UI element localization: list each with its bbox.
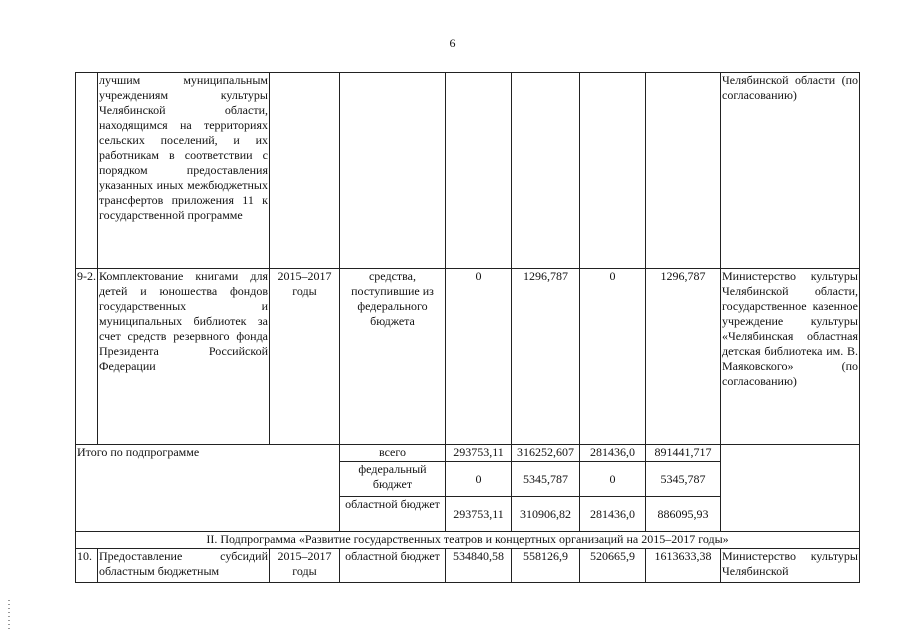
executor-cell: Министерство культуры Челябинской	[721, 549, 860, 583]
period-cell: 2015–2017 годы	[270, 269, 340, 445]
margin-scan-marks	[8, 600, 10, 630]
source-cell: областной бюджет	[340, 497, 446, 532]
period-cell	[270, 73, 340, 269]
value-2015-cell: 0	[446, 269, 512, 445]
value-2016-cell	[512, 73, 580, 269]
value-2017-cell: 281436,0	[580, 497, 646, 532]
value-total-cell	[646, 73, 721, 269]
row-number-cell: 10.	[76, 549, 98, 583]
value-total-cell: 891441,717	[646, 445, 721, 462]
value-total-cell: 5345,787	[646, 462, 721, 497]
value-2017-cell: 520665,9	[580, 549, 646, 583]
table-row-9-2	[76, 269, 860, 445]
value-2016-cell: 5345,787	[512, 462, 580, 497]
activity-name-cell: Предоставление субсидий областным бюджетным	[98, 549, 270, 583]
value-2015-cell: 0	[446, 462, 512, 497]
value-2016-cell: 1296,787	[512, 269, 580, 445]
section-title: II. Подпрограмма «Развитие государственных театров и концертных организаций на 2015–2017 годы»	[76, 532, 860, 549]
activity-name-cell: Комплектование книгами для детей и юношества фондов государственных и муниципальных библиотек за счет средств резервного фонда Президента Российской Федерации	[98, 269, 270, 445]
source-cell: средства, поступившие из федерального бюджета	[340, 269, 446, 445]
value-total-cell: 1296,787	[646, 269, 721, 445]
value-2015-cell: 293753,11	[446, 445, 512, 462]
value-2016-cell: 310906,82	[512, 497, 580, 532]
value-2017-cell	[580, 73, 646, 269]
period-cell: 2015–2017 годы	[270, 549, 340, 583]
source-cell	[340, 73, 446, 269]
value-2017-cell: 0	[580, 462, 646, 497]
value-total-cell: 1613633,38	[646, 549, 721, 583]
value-2015-cell	[446, 73, 512, 269]
value-2016-cell: 558126,9	[512, 549, 580, 583]
row-number-cell	[76, 73, 98, 269]
program-activities-table	[75, 72, 860, 583]
value-2015-cell: 293753,11	[446, 497, 512, 532]
value-2016-cell: 316252,607	[512, 445, 580, 462]
value-2017-cell: 0	[580, 269, 646, 445]
source-cell: федеральный бюджет	[340, 462, 446, 497]
value-2015-cell: 534840,58	[446, 549, 512, 583]
executor-cell: Министерство культуры Челябинской области, государственное казенное учреждение культуры «Челябинская областная детская библиотека им. В. Маяковского» (по согласованию)	[721, 269, 860, 445]
page-number: 6	[449, 36, 456, 50]
subtotal-executor-cell	[721, 445, 860, 532]
subtotal-row-total	[76, 445, 860, 462]
subtotal-label-cell: Итого по подпрограмме	[76, 445, 340, 532]
source-cell: всего	[340, 445, 446, 462]
table-row-10	[76, 549, 860, 583]
value-total-cell: 886095,93	[646, 497, 721, 532]
section-header-row	[76, 532, 860, 549]
row-number-cell: 9-2.	[76, 269, 98, 445]
source-cell: областной бюджет	[340, 549, 446, 583]
value-2017-cell: 281436,0	[580, 445, 646, 462]
executor-cell: Челябинской области (по согласованию)	[721, 73, 860, 269]
table-row-continued	[76, 73, 860, 269]
activity-name-cell: лучшим муниципальным учреждениям культуры Челябинской области, находящимся на территориях сельских поселений, и их работникам в соответствии с порядком предоставления указанных иных межбюджетных трансфертов приложения 11 к государственной программе	[98, 73, 270, 269]
